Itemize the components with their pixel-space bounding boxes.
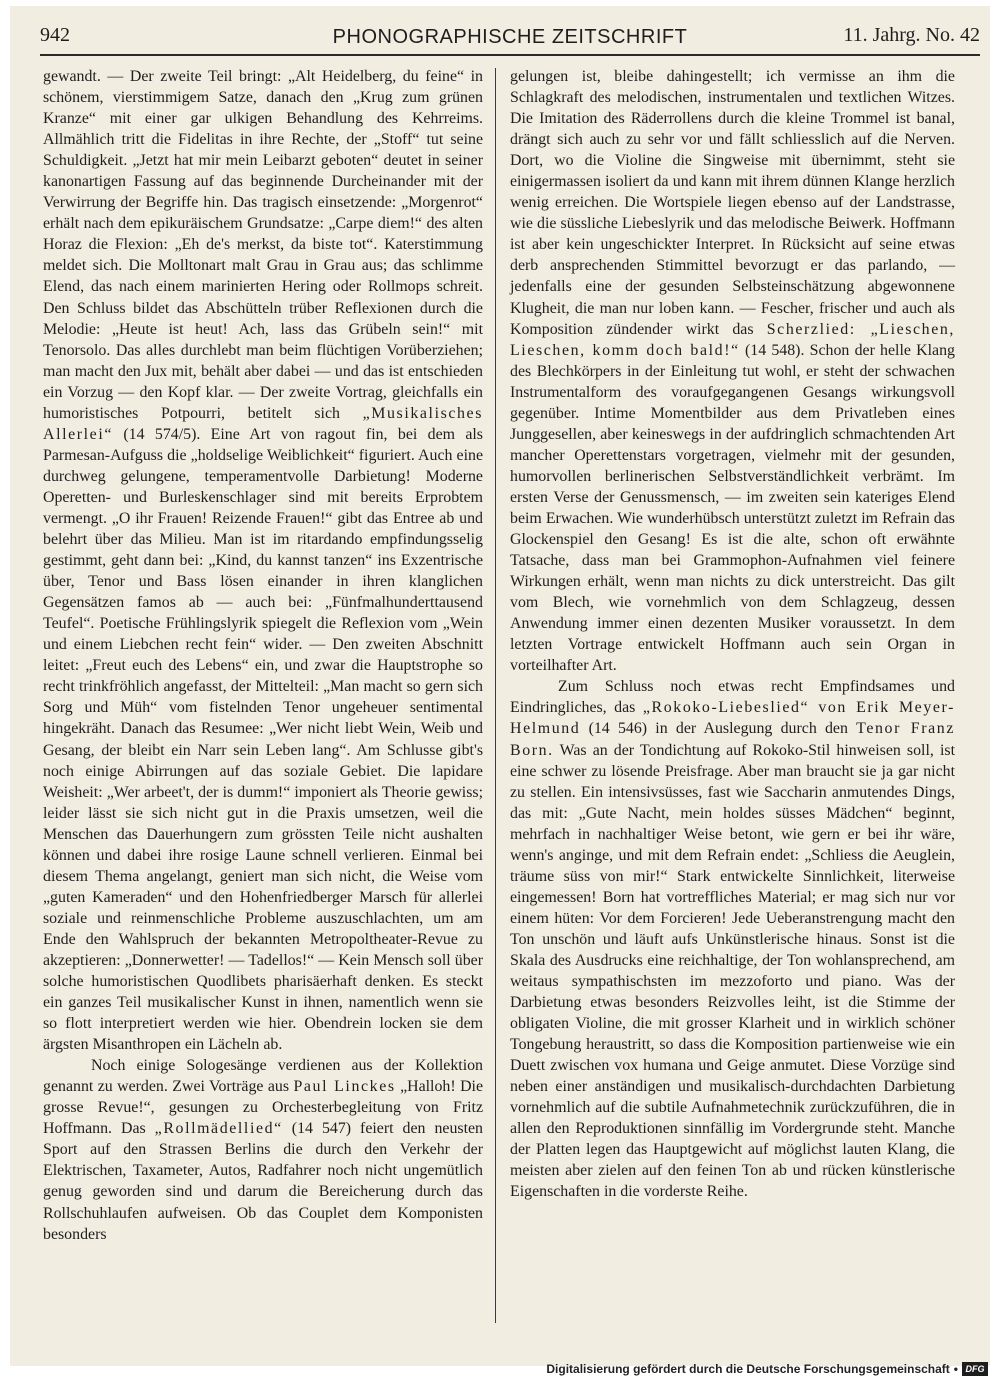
spaced-title: „Musikalisches Allerlei“: [43, 404, 483, 443]
issue-label: 11. Jahrg. No. 42: [843, 24, 980, 46]
scanned-page: [10, 6, 990, 1366]
column-divider: [495, 68, 496, 1323]
right-column: [510, 66, 955, 1203]
page-number: 942: [40, 24, 70, 46]
spaced-name: Paul Linckes: [293, 1078, 396, 1096]
credit-text: Digitalisierung gefördert durch die Deutsche Forschungsgemeinschaft: [546, 1362, 950, 1376]
spaced-title: „Rokoko-Liebeslied“ von Erik Meyer-Helmund: [510, 699, 955, 738]
spaced-title: „Rollmädellied“: [154, 1120, 283, 1138]
left-paragraph-2: Noch einige Sologesänge verdienen aus der Kollektion genannt zu werden. Zwei Vorträge aus Paul Linckes „Halloh! Die grosse Revue!“, gesungen zu Orchesterbegleitung von Fritz Hoffmann. Das „Rollmädellied“ (14 547) feiert den neusten Sport auf den Strassen Berlins die durch den Verkehr der Elektrischen, Taxameter, Autos, Radfahrer noch nicht ungemütlich genug geworden sind und darum die Bereicherung durch das Rollschuhlaufen aufweisen. Ob das Couplet dem Komponisten besonders: [43, 1057, 484, 1243]
left-column: [43, 66, 483, 1245]
left-paragraph-1: gewandt. — Der zweite Teil bringt: „Alt Heidelberg, du feine“ in schönem, vierstimmigem Satze, danach den „Krug zum grünen Kranze“ mit einer gar ulkigen Behandlung des Kehrreims. Allmählich tritt die Fidelitas in ihre Rechte, der „Stoff“ tut seine Schuldigkeit. „Jetzt hat mir mein Leibarzt geboten“ deutet in seiner kanonartigen Fassung auf das beginnende Durcheinander mit der Verwirrung der Begriffe hin. Das tragisch einsetzende: „Morgenrot“ erhält nach dem epikuräischem Grundsatze: „Carpe diem!“ des alten Horaz die Flexion: „Eh de's merkst, da biste tot“. Katerstimmung meldet sich. Die Molltonart malt Grau in Grau aus; das schlimme Elend, das nach einem marinierten Hering oder Rollmops schreit. Den Schluss bildet das Abschütteln trüber Reflexionen durch die Melodie: „Heute ist heut! Ach, lass das Grübeln sein!“ mit Tenorsolo. Das alles durchlebt man beim flüchtigen Vorüberziehen; man macht den Jux mit, behält aber dabei — und das ist entschieden ein Vorzug — den Kopf klar. — Der zweite Vortrag, gleichfalls ein humoristisches Potpourri, betitelt sich „Musikalisches Allerlei“ (14 574/5). Eine Art von ragout fin, bei dem als Parmesan-Aufguss die „holdselige Weiblichkeit“ figuriert. Auch eine durchweg gelungene, temperamentvolle Darbietung! Moderne Operetten- und Burleskenschlager sind mit bereits Erprobtem vermengt. „O ihr Frauen! Reizende Frauen!“ gibt das Entree ab und belehrt über das Milieu. Man ist im ritardando empfindungsselig gestimmt, geht dann bei: „Kind, du kannst tanzen“ ins Exzentrische über, Tenor und Bass lösen einander in ihren klanglichen Gegensätzen famos ab — auch bei: „Fünfmalhunderttausend Teufel“. Poetische Frühlingslyrik spiegelt die Reflexion vom „Wein und einem Liebchen recht fein“ wider. — Den zweiten Abschnitt leitet: „Freut euch des Lebens“ ein, und zwar die Hauptstrophe so recht trinkfröhlich angefasst, der Mittelteil: „Man macht so gern sich Sorg und Müh“ vom fistelnden Tenor ungeheuer sentimental hingekräht. Danach das Resumee: „Wer nicht liebt Wein, Weib und Gesang, der bleibt ein Narr sein Leben lang“. Am Schlusse gibt's noch einige Abirrungen auf das soziale Gebiet. Die lapidare Weisheit: „Wer arbeet't, der is dumm!“ imponiert als Theorie gewiss; leider lässt sie sich nicht gut in die Praxis umsetzen, weil die Menschen das Dauerhungern zum grössten Teile nicht aushalten können und dabei ihre rosige Laune schnell verlieren. Einmal bei diesem Thema angelangt, geniert man sich nicht, die Weise vom „guten Kameraden“ und den Hohenfriedberger Marsch für allerlei soziale und reinmenschliche Probleme auszuschlachten, um am Ende den Wahlspruch der bekannten Metropoltheater-Revue zu akzeptieren: „Donnerwetter! — Tadellos!“ — Kein Mensch soll über solche humoristischen Quodlibets pharisäerhaft denken. Es steckt ein ganzes Teil musikalischer Kunst in ihnen, namentlich wenn sie so flott interpretiert werden wie hier. Obendrein locken sie dem ärgsten Misanthropen ein Lächeln ab.: [43, 68, 483, 1054]
right-paragraph-2: Zum Schluss noch etwas recht Empfindsames und Eindringliches, das „Rokoko-Liebeslied“ von Erik Meyer-Helmund (14 546) in der Auslegung durch den Tenor Franz Born. Was an der Tondichtung auf Rokoko-Stil hinweisen soll, ist eine schwer zu lösende Preisfrage. Aber man braucht sie ja gar nicht zu stellen. Ein intensivsüsses, fast wie Saccharin anmutendes Dings, das mit: „Gute Nacht, mein holdes süsses Mädchen“ beginnt, mehrfach in nachhaltiger Weise betont, wie gern er bei ihr wäre, wenn's anginge, und mit dem Refrain endet: „Schliess die Aeuglein, träume süss von mir!“ Stark entwickelte Sinnlichkeit, literweise eingemessen! Born hat vortreffliches Material; er mag sich nur vor einem hüten: Vor dem Forcieren! Jede Ueberanstrengung macht den Ton unschön und läuft aufs Unkünstlerische hinaus. Sonst ist die Skala des Ausdrucks eine reichhaltige, der Ton wohlansprechend, am weitaus sympathischsten im mezzoforto und piano. Was der Darbietung etwas besonders Reizvolles leiht, ist die Stimme der obligaten Violine, die mit grosser Klarheit und in wirklich schöner Tongebung heraustritt, so dass die Komposition partienweise wie ein Duett zwischen vox humana und Geige anmutet. Diese Vorzüge sind neben einer anständigen und musikalisch-durchdachten Darbietung vornehmlich auf die subtile Aufnahmetechnik zurückzuführen, die in allen den Reproduktionen sinnfällig im Vordergrunde steht. Manche der Platten legen das Hauptgewicht auf möglichst lauten Klang, die meisten aber zielen auf den feinen Ton ab und rücken künstlerische Eigenschaften in die vorderste Reihe.: [510, 678, 955, 1201]
digitization-credit: [546, 1359, 988, 1379]
dfg-logo-icon: DFG: [962, 1362, 988, 1376]
page-header: [40, 24, 980, 56]
bullet: •: [953, 1362, 958, 1376]
spaced-name: Tenor Franz Born.: [510, 720, 955, 759]
right-paragraph-1: gelungen ist, bleibe dahingestellt; ich vermisse an ihm die Schlagkraft des melodischen, instrumentalen und textlichen Witzes. Die Imitation des Räderrollens durch die kleine Trommel ist banal, drängt sich auch zu sehr vor und fällt schliesslich auf die Nerven. Dort, wo die Violine die Singweise mit übernimmt, steht sie einigermassen isoliert da und kann mit ihrem dünnen Klange herzlich wenig erreichen. Die Wortspiele liegen ebenso auf der Landstrasse, wie die süssliche Liebeslyrik und das melodische Beiwerk. Hoffmann ist aber kein ungeschickter Interpret. In Rücksicht auf seine etwas derb ansprechenden Stimmittel bevorzugt er das parlando, — jedenfalls eine der gesunden Selbsteinschätzung abgewonnene Klugheit, die man nur loben kann. — Fescher, frischer und auch als Komposition zündender wirkt das Scherzlied: „Lieschen, Lieschen, komm doch bald!“ (14 548). Schon der helle Klang des Blechkörpers in der Einleitung tut wohl, er steht der schwachen Instrumentalform des voraufgegangenen Gesangs wirkungsvoll gegenüber. Intime Momentbilder aus dem Privatleben eines Junggesellen, aber keineswegs in der aufdringlich schmachtenden Art mancher Operettenstars vorgetragen, vielmehr mit der gesunden, humorvollen berlinerischen Selbstverständlichkeit verbrämt. Im ersten Verse der Genussmensch, — im zweiten sein kateriges Elend beim Erwachen. Wie wunderhübsch unterstützt zuletzt im Refrain das Glockenspiel den Gesang! Es ist die alte, schon oft erwähnte Tatsache, dass man bei Grammophon-Aufnahmen viel feinere Wirkungen erhält, wenn man nichts zu dick unterstreicht. Das gilt vom Blech, wie vornehmlich von dem Schlagzeug, dessen Anwendung immer einen dezenten Musiker voraussetzt. In dem letzten Vortrage entwickelt Hoffmann auch sein Organ in vorteilhafter Art.: [510, 68, 955, 675]
running-title: PHONOGRAPHISCHE ZEITSCHRIFT: [332, 26, 688, 48]
spaced-title: Scherzlied: „Lieschen, Lieschen, komm doch bald!“: [510, 320, 955, 359]
